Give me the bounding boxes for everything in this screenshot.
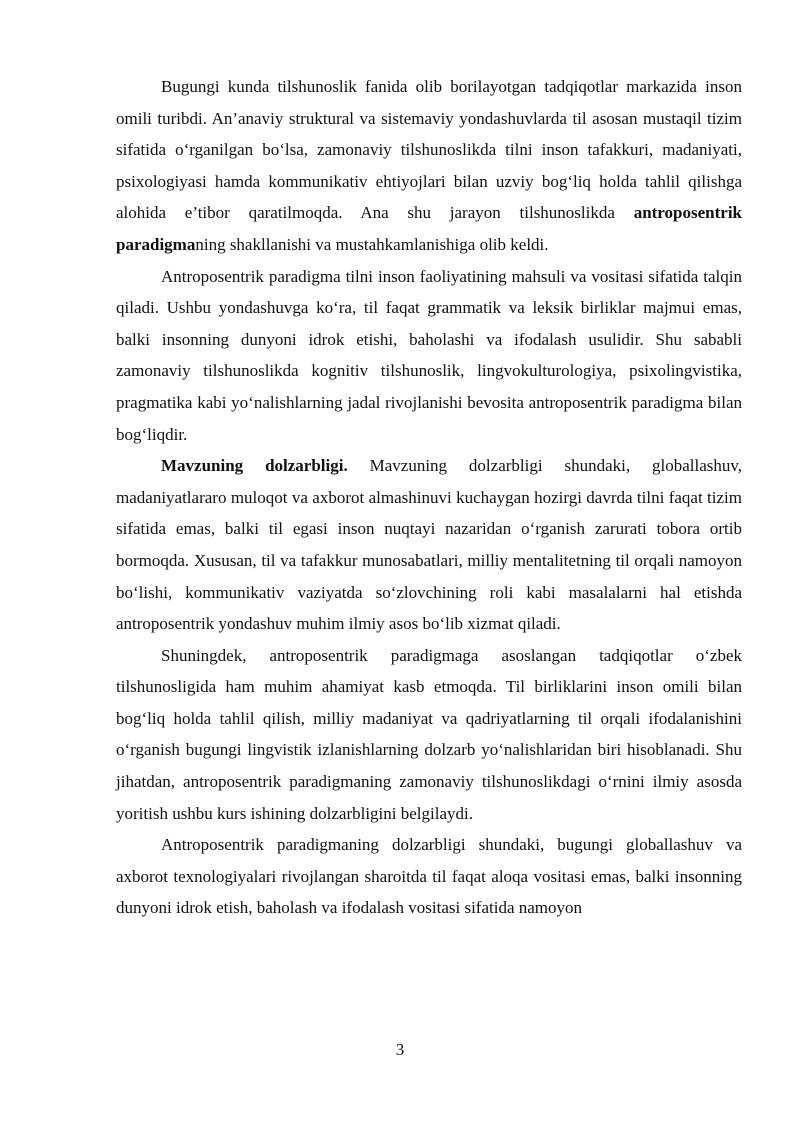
paragraph-intro-tail: ning shakllanishi va mustahkamlanishiga olib keldi. bbox=[195, 234, 549, 254]
paragraph-uzbek-linguistics: Shuningdek, antroposentrik paradigmaga asoslangan tadqiqotlar o‘zbek tilshunosligida ham muhim ahamiyat kasb etmoqda. Til birliklarini inson omili bilan bog‘liq holda tahlil qilish, milliy madaniyat va qadriyatlarning til orqali ifodalanishini o‘rganish bugungi lingvistik izlanishlarning dolzarb yo‘nalishlaridan biri hisoblanadi. Shu jihatdan, antroposentrik paradigmaning zamonaviy tilshunoslikdagi o‘rnini ilmiy asosda yoritish ushbu kurs ishining dolzarbligini belgilaydi. bbox=[116, 645, 742, 823]
page-number: 3 bbox=[395, 1040, 405, 1059]
paragraph-paradigm-definition: Antroposentrik paradigma tilni inson faoliyatining mahsuli va vositasi sifatida talqin qiladi. Ushbu yondashuvga ko‘ra, til faqat grammatik va leksik birliklar majmui emas, balki insonning dunyoni idrok etishi, baholashi va ifodalash usulidir. Shu sababli zamonaviy tilshunoslikda kognitiv tilshunoslik, lingvokulturologiya, psixolingvistika, pragmatika kabi yo‘nalishlarning jadal rivojlanishi bevosita antroposentrik paradigma bilan bog‘liqdir. bbox=[116, 266, 742, 444]
document-page bbox=[116, 71, 742, 924]
relevance-text: Mavzuning dolzarbligi shundaki, globallashuv, madaniyatlararo muloqot va axborot almashinuvi kuchaygan hozirgi davrda tilni faqat tizim sifatida emas, balki til egasi inson nuqtayi nazaridan o‘rganish zarurati tobora ortib bormoqda. Xususan, til va tafakkur munosabatlari, milliy mentalitetning til orqali namoyon bo‘lishi, kommunikativ vaziyatda so‘zlovchining roli kabi masalalarni hal etishda antroposentrik yondashuv muhim ilmiy asos bo‘lib xizmat qiladi. bbox=[116, 456, 742, 634]
paragraph-globalization: Antroposentrik paradigmaning dolzarbligi shundaki, bugungi globallashuv va axborot texnologiyalari rivojlangan sharoitda til faqat aloqa vositasi emas, balki insonning dunyoni idrok etish, baholash va ifodalash vositasi sifatida namoyon bbox=[116, 835, 742, 918]
paragraph-intro-text: Bugungi kunda tilshunoslik fanida olib borilayotgan tadqiqotlar markazida inson omili turibdi. An’anaviy struktural va sistemaviy yondashuvlarda til asosan mustaqil tizim sifatida o‘rganilgan bo‘lsa, zamonaviy tilshunoslikda tilni inson tafakkuri, madaniyati, psixologiyasi hamda kommunikativ ehtiyojlari bilan uzviy bog‘liq holda tahlil qilishga alohida e’tibor qaratilmoqda. Ana shu jarayon tilshunoslikda bbox=[116, 77, 742, 223]
paragraph-intro bbox=[116, 71, 742, 261]
paragraph-relevance bbox=[116, 450, 742, 640]
relevance-heading: Mavzuning dolzarbligi. bbox=[161, 456, 348, 476]
term-antroposentrik-paradigma: antroposentrik paradigma bbox=[116, 203, 742, 254]
